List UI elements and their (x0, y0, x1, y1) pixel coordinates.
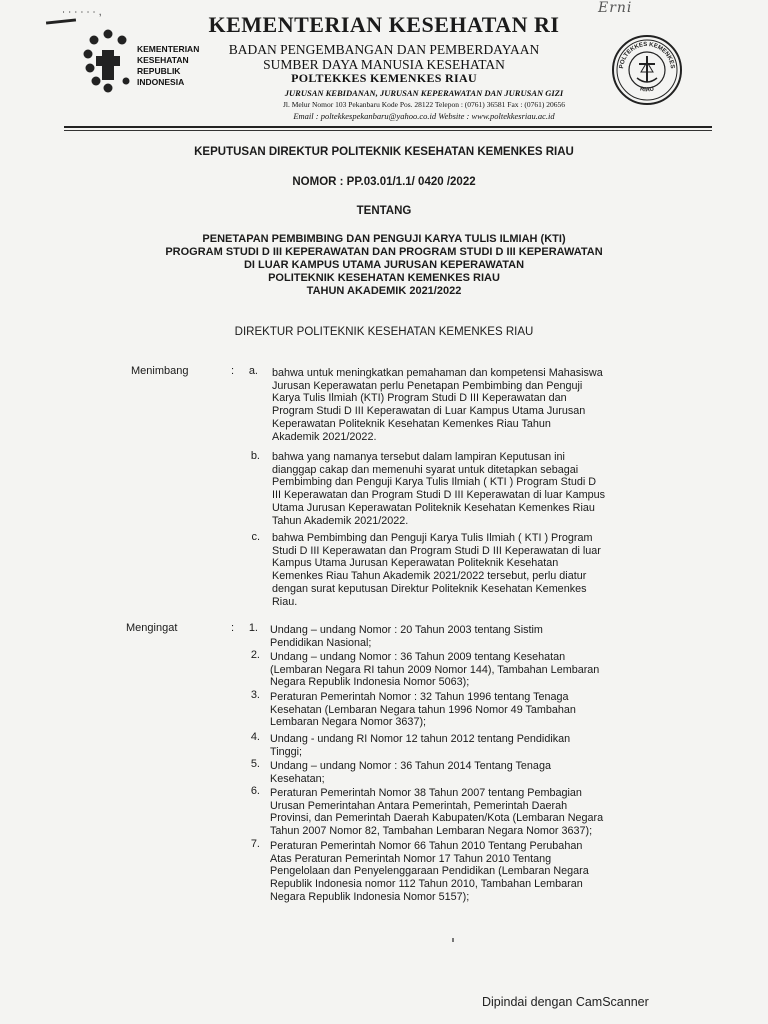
text-line: III Keperawatan dan Program Studi D III Keperawatan di luar Kampus (272, 489, 606, 502)
text-line: Undang – undang Nomor : 36 Tahun 2014 Tentang Tenaga (270, 760, 551, 772)
text-line: Lembaran Negara Nomor 3637); (270, 716, 427, 729)
text-line: bahwa yang namanya tersebut dalam lampiran Keputusan ini (272, 451, 565, 463)
letterhead-divider (64, 126, 712, 128)
text-line: Tahun Akademik 2021/2022. (272, 514, 409, 527)
text-line: Provinsi, dan Pemerintah Daerah Kabupaten/Kota (Lembaran Negara (270, 812, 604, 825)
subject-line: DI LUAR KAMPUS UTAMA JURUSAN KEPERAWATAN (243, 259, 525, 271)
text-line: Pendidikan Nasional; (270, 636, 372, 649)
subject-line: POLITEKNIK KESEHATAN KEMENKES RIAU (268, 272, 500, 284)
text-line: Kesehatan (Lembaran Negara tahun 1996 Nomor 49 Tambahan (270, 703, 576, 716)
menimbang-item-a (272, 367, 659, 443)
text-line: Peraturan Pemerintah Nomor 38 Tahun 2007 tentang Pembagian (270, 787, 582, 799)
letterhead-departments: JURUSAN KEBIDANAN, JURUSAN KEPERAWATAN DAN JURUSAN GIZI (284, 88, 564, 98)
logo-text-line: REPUBLIK (137, 66, 181, 76)
text-line: Pengelolaan dan Penyelenggaraan Pendidikan (Lembaran Negara (270, 865, 589, 878)
letterhead-divider-thin (64, 130, 712, 131)
mengingat-item-4 (270, 733, 659, 758)
mengingat-item-5 (270, 760, 659, 785)
handwritten-note: Erni (598, 0, 633, 16)
mengingat-item-7 (270, 840, 659, 904)
decree-number: NOMOR : PP.03.01/1.1/ 0420 /2022 (292, 176, 476, 188)
logo-text-line: INDONESIA (137, 77, 185, 87)
text-line: Peraturan Pemerintah Nomor : 32 Tahun 1996 tentang Tenaga (270, 691, 569, 703)
decree-subject (0, 233, 768, 298)
text-line: Negara Republik Indonesia Nomor 5063); (270, 676, 470, 689)
text-line: Pembimbing dan Penguji Karya Tulis Ilmiah ( KTI ) Program Studi D (272, 476, 597, 489)
scan-speck (452, 938, 454, 942)
text-line: Atas Peraturan Pemerintah Nomor 17 Tahun 2010 Tentang (270, 852, 552, 865)
item-marker: 1. (248, 622, 258, 634)
item-marker: 2. (250, 649, 260, 661)
seal-bottom-text: RIAU (639, 86, 655, 94)
text-line: Undang – undang Nomor : 20 Tahun 2003 tentang Sistim (270, 624, 543, 636)
corner-marks: ∙ ∙ ∙ ∙ ∙ ∙ , (62, 6, 102, 18)
text-line: dianggap cakap dan memenuhi syarat untuk ditetapkan sebagai (272, 463, 579, 476)
letterhead-title: KEMENTERIAN KESEHATAN RI (208, 12, 560, 37)
item-marker: 5. (250, 758, 260, 770)
decree-title: KEPUTUSAN DIREKTUR POLITEKNIK KESEHATAN KEMENKES RIAU (194, 146, 574, 158)
decree-about: TENTANG (356, 205, 412, 217)
subject-line: PENETAPAN PEMBIMBING DAN PENGUJI KARYA TULIS ILMIAH (KTI) (202, 233, 566, 245)
letterhead-agency-2: SUMBER DAYA MANUSIA KESEHATAN (263, 57, 505, 72)
scanner-watermark: Dipindai dengan CamScanner (482, 995, 649, 1009)
text-line: Undang – undang Nomor : 36 Tahun 2009 tentang Kesehatan (270, 651, 566, 663)
mengingat-label: Mengingat (126, 622, 178, 634)
text-line: Akademik 2021/2022. (272, 430, 377, 443)
seal-top-text: POLTEKKES KEMENKES (618, 41, 676, 69)
text-line: Jurusan Keperawatan perlu Penetapan Pembimbing dan Penguji (272, 379, 583, 392)
subject-line: PROGRAM STUDI D III KEPERAWATAN DAN PROGRAM STUDI D III KEPERAWATAN (165, 246, 603, 258)
text-line: Kemenkes Riau Tahun Akademik 2021/2022 tersebut, perlu diatur (272, 570, 587, 583)
logo-text-line: KESEHATAN (137, 55, 189, 65)
text-line: bahwa untuk meningkatkan pemahaman dan kompetensi Mahasiswa (272, 367, 603, 379)
text-line: Kampus Utama Jurusan Keperawatan Politeknik Kesehatan (272, 557, 559, 570)
text-line: Utama Jurusan Keperawatan Politeknik Kesehatan Kemenkes Riau (272, 501, 595, 514)
text-line: Negara Republik Indonesia Nomor 5157); (270, 890, 470, 903)
text-line: Karya Tulis Ilmiah (KTI) Program Studi D III Keperawatan dan (272, 392, 567, 405)
mengingat-item-1 (270, 624, 659, 649)
letterhead-address: Jl. Melur Nomor 103 Pekanbaru Kode Pos. 28122 Telepon : (0761) 36581 Fax : (0761) 20656 (282, 100, 565, 109)
item-marker: a. (248, 365, 258, 377)
text-line: Republik Indonesia nomor 112 Tahun 2010, Tambahan Lembaran (270, 878, 583, 891)
mengingat-item-6 (270, 787, 659, 838)
text-line: dengan surat keputusan Direktur Politeknik Kesehatan Kemenkes (272, 582, 587, 595)
menimbang-label: Menimbang (131, 365, 189, 377)
text-line: Tahun 2007 Nomor 82, Tambahan Lembaran Negara Nomor 3637); (270, 825, 593, 838)
letterhead-institution: POLTEKKES KEMENKES RIAU (291, 71, 477, 85)
text-line: Urusan Pemerintahan Antara Pemerintah, Pemerintah Daerah (270, 799, 568, 812)
menimbang-item-b (272, 451, 659, 527)
mengingat-item-3 (270, 691, 659, 729)
item-marker: 6. (250, 785, 260, 797)
subject-line: TAHUN AKADEMIK 2021/2022 (306, 285, 462, 297)
mengingat-item-2 (270, 651, 659, 689)
text-line: Tinggi; (270, 745, 303, 758)
text-line: Riau. (272, 595, 298, 608)
text-line: bahwa Pembimbing dan Penguji Karya Tulis Ilmiah ( KTI ) Program (272, 532, 593, 544)
director-heading: DIREKTUR POLITEKNIK KESEHATAN KEMENKES RIAU (234, 326, 534, 338)
item-marker: 4. (250, 731, 260, 743)
item-marker: b. (250, 450, 260, 462)
text-line: Kesehatan; (270, 772, 325, 785)
menimbang-item-c (272, 532, 659, 608)
mengingat-colon: : (231, 622, 235, 634)
letterhead-agency: BADAN PENGEMBANGAN DAN PEMBERDAYAAN (228, 42, 540, 57)
logo-text-line: KEMENTERIAN (137, 44, 200, 54)
item-marker: 7. (250, 838, 260, 850)
menimbang-colon: : (231, 365, 235, 377)
item-marker: 3. (250, 689, 260, 701)
item-marker: c. (251, 531, 260, 543)
text-line: Studi D III Keperawatan dan Program Studi D III Keperawatan di luar (272, 544, 601, 557)
text-line: Keperawatan Politeknik Kesehatan Kemenkes Riau Tahun (272, 417, 551, 430)
text-line: (Lembaran Negara RI tahun 2009 Nomor 144), Tambahan Lembaran (270, 663, 600, 676)
text-line: Program Studi D III Keperawatan di Luar Kampus Utama Jurusan (272, 405, 586, 418)
letterhead-contact: Email : poltekkespekanbaru@yahoo.co.id Website : www.poltekkesriau.ac.id (293, 111, 555, 121)
text-line: Peraturan Pemerintah Nomor 66 Tahun 2010 Tentang Perubahan (270, 840, 583, 852)
text-line: Undang - undang RI Nomor 12 tahun 2012 tentang Pendidikan (270, 733, 571, 745)
